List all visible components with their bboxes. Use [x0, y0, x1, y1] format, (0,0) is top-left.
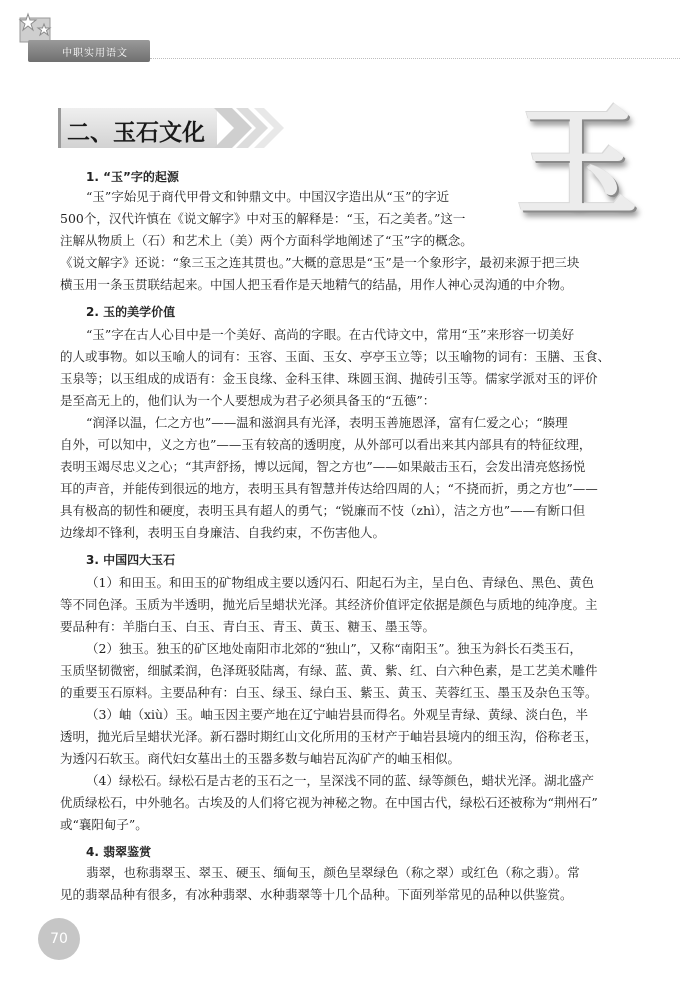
paragraph-line: （2）独玉。独玉的矿区地处南阳市北郊的“独山”，又称“南阳玉”。独玉为斜长石类玉石，	[86, 641, 583, 656]
paragraph-line: 500个，汉代许慎在《说文解字》中对玉的解释是：“玉，石之美者。”这一	[60, 211, 466, 226]
paragraph-line: 的人或事物。如以玉喻人的词有：玉容、玉面、玉女、亭亭玉立等；以玉喻物的词有：玉膳、玉食、	[60, 349, 611, 364]
paragraph-line: 玉质坚韧微密，细腻柔润，色泽斑驳陆离，有绿、蓝、黄、紫、红、白六种色素，是工艺美术雕件	[60, 663, 598, 678]
jade-character-emblem: 玉	[516, 90, 638, 234]
paragraph-line: 自外，可以知中，义之方也”——玉有较高的透明度，从外部可以看出来其内部具有的特征纹理，	[60, 437, 592, 452]
running-header-tab	[28, 40, 150, 62]
paragraph-line: 表明玉竭尽忠义之心；“其声舒扬，博以远闻，智之方也”——如果敲击玉石，会发出清亮悠扬悦	[60, 459, 586, 474]
page-number: 70	[38, 918, 80, 960]
paragraph-line: （4）绿松石。绿松石是古老的玉石之一，呈深浅不同的蓝、绿等颜色，蜡状光泽。湖北盛产	[86, 773, 594, 788]
paragraph-line: （3）岫（xiù）玉。岫玉因主要产地在辽宁岫岩县而得名。外观呈青绿、黄绿、淡白色，半	[86, 707, 589, 722]
subsection-heading-4: 4. 翡翠鉴赏	[86, 845, 152, 859]
subsection-heading-3: 3. 中国四大玉石	[86, 553, 176, 567]
paragraph-line: 横玉用一条玉贯联结起来。中国人把玉看作是天地精气的结晶，用作人神心灵沟通的中介物。	[60, 277, 573, 292]
paragraph-line: 《说文解字》还说：“象三玉之连其贯也。”大概的意思是“玉”是一个象形字，最初来源于把三块	[60, 255, 580, 270]
section-banner-box	[58, 108, 217, 148]
paragraph-line: 为透闪石软玉。商代妇女墓出土的玉器多数与岫岩瓦沟矿产的岫玉相似。	[60, 751, 461, 766]
subsection-heading-1: 1. “玉”字的起源	[86, 170, 179, 184]
paragraph-line: 具有极高的韧性和硬度，表明玉具有超人的勇气；“锐廉而不忮（zhì），洁之方也”——有断口但	[60, 503, 586, 518]
paragraph-line: “润泽以温，仁之方也”——温和滋润具有光泽，表明玉善施恩泽，富有仁爱之心；“腠理	[86, 415, 568, 430]
running-header-title: 中职实用语文	[62, 48, 128, 59]
paragraph-line: 边缘却不锋利，表明玉自身廉洁、自我约束，不伤害他人。	[60, 525, 386, 540]
paragraph-line: 是至高无上的，他们认为一个人要想成为君子必须具备玉的“五德”：	[60, 393, 436, 408]
section-title: 二、玉石文化	[67, 120, 205, 146]
paragraph-line: 优质绿松石，中外驰名。古埃及的人们将它视为神秘之物。在中国古代，绿松石还被称为“荆州石”	[60, 795, 598, 810]
paragraph-line: 翡翠，也称翡翠玉、翠玉、硬玉、缅甸玉，颜色呈翠绿色（称之翠）或红色（称之翡）。常	[86, 865, 580, 880]
paragraph-line: 等不同色泽。玉质为半透明，抛光后呈蜡状光泽。其经济价值评定依据是颜色与质地的纯净度。主	[60, 597, 598, 612]
paragraph-line: 见的翡翠品种有很多，有冰种翡翠、水种翡翠等十几个品种。下面列举常见的品种以供鉴赏。	[60, 887, 573, 902]
paragraph-line: 要品种有：羊脂白玉、白玉、青白玉、青玉、黄玉、糖玉、墨玉等。	[60, 619, 436, 634]
header-divider	[150, 58, 680, 59]
paragraph-line: （1）和田玉。和田玉的矿物组成主要以透闪石、阳起石为主，呈白色、青绿色、黑色、黄色	[86, 575, 594, 590]
paragraph-line: “玉”字始见于商代甲骨文和钟鼎文中。中国汉字造出从“玉”的字近	[86, 189, 450, 204]
paragraph-line: 或“襄阳甸子”。	[60, 817, 148, 832]
paragraph-line: 的重要玉石原料。主要品种有：白玉、绿玉、绿白玉、紫玉、黄玉、芙蓉红玉、墨玉及杂色玉等。	[60, 685, 598, 700]
chevron-arrows-icon	[214, 108, 304, 148]
paragraph-line: 注解从物质上（石）和艺术上（美）两个方面科学地阐述了“玉”字的概念。	[60, 233, 473, 248]
paragraph-line: “玉”字在古人心目中是一个美好、高尚的字眼。在古代诗文中，常用“玉”来形容一切美好	[86, 327, 575, 342]
paragraph-line: 耳的声音，并能传到很远的地方，表明玉具有智慧并传达给四周的人；“不挠而折，勇之方也”——	[60, 481, 598, 496]
subsection-heading-2: 2. 玉的美学价值	[86, 305, 176, 319]
paragraph-line: 玉泉等；以玉组成的成语有：金玉良缘、金科玉律、珠圆玉润、抛砖引玉等。儒家学派对玉的评价	[60, 371, 598, 386]
paragraph-line: 透明，抛光后呈蜡状光泽。新石器时期红山文化所用的玉材产于岫岩县境内的细玉沟，俗称老玉，	[60, 729, 598, 744]
